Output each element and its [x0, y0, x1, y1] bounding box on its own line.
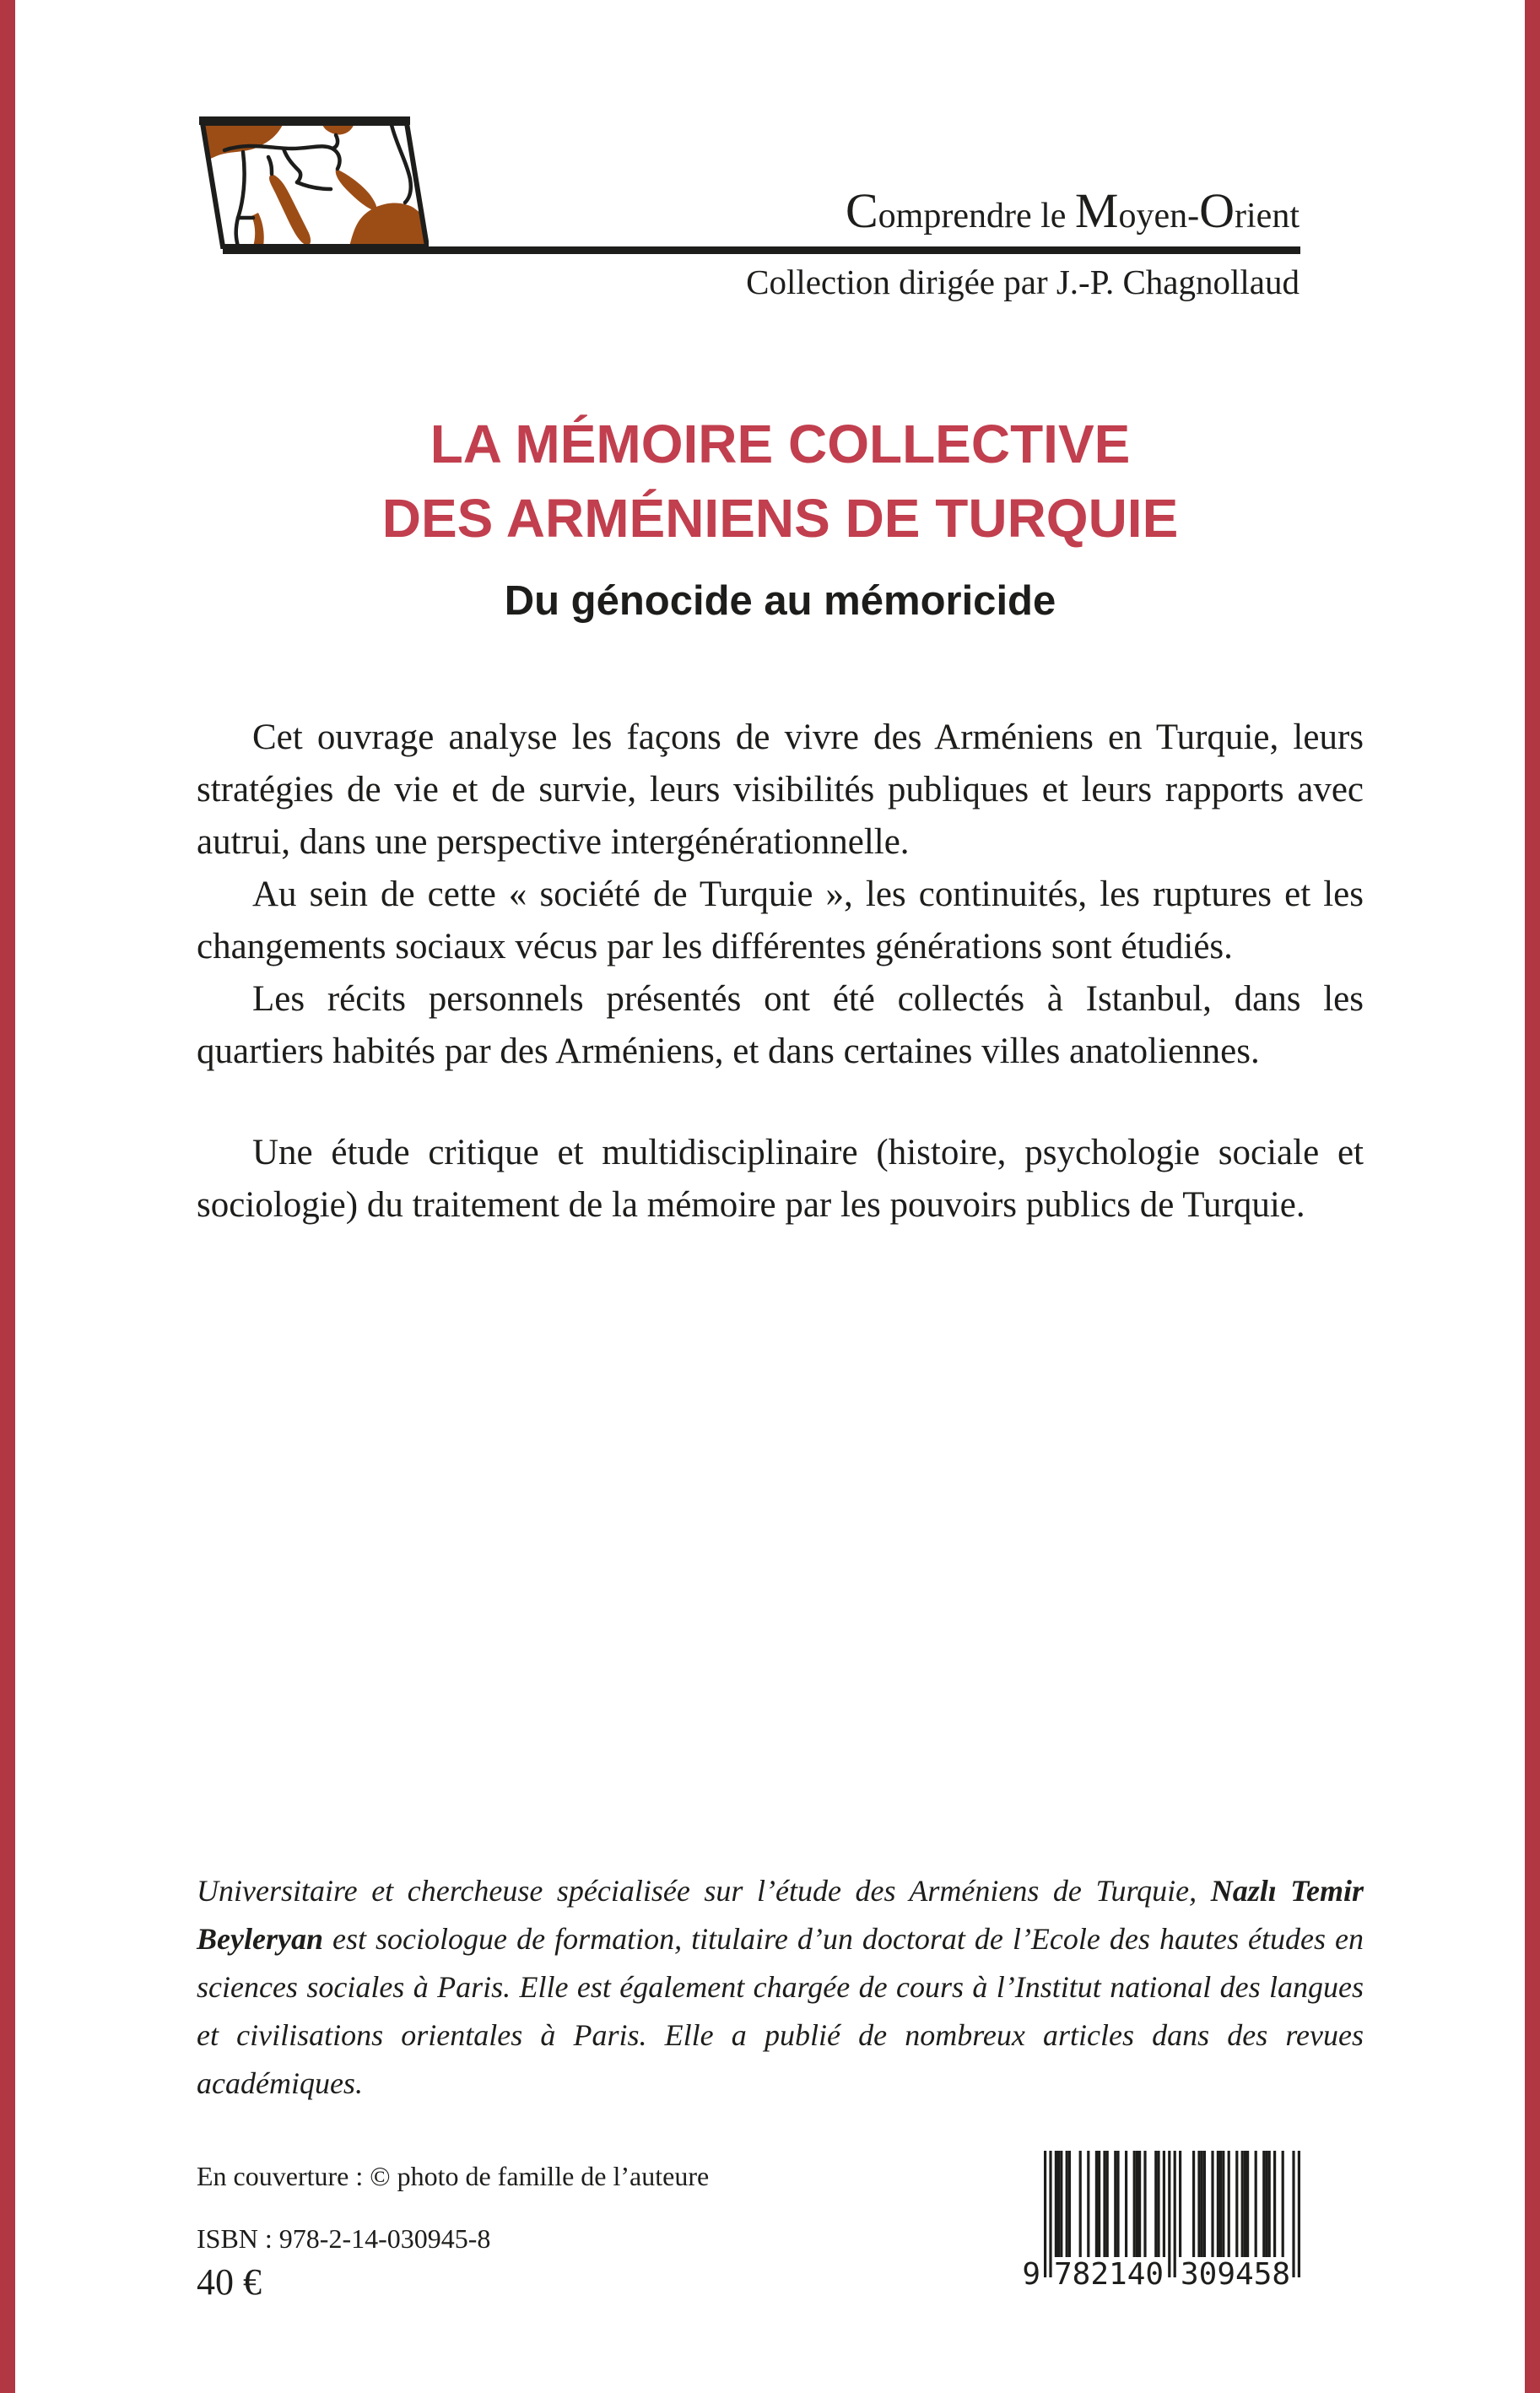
barcode-digits-right: 309458	[1181, 2257, 1291, 2292]
synopsis-paragraph-2: Au sein de cette « société de Turquie », les continuités, les ruptures et les changements sociaux vécus par les différentes générations sont étudiés.	[197, 874, 1364, 966]
author-bio-text: est sociologue de formation, titulaire d’un doctorat de l’Ecole des hautes études en sciences sociales à Paris. Elle est également chargée de cours à l’Institut national des langues et civilisations orientales à Paris. Elle a publié de nombreux articles dans des revues académiques.	[197, 1922, 1364, 2100]
middle-east-map-icon	[199, 115, 429, 253]
book-subtitle: Du génocide au mémoricide	[504, 578, 1056, 624]
synopsis-paragraph-4: Une étude critique et multidisciplinaire (histoire, psychologie sociale et sociologie) du traitement de la mémoire par les pouvoirs publics de Turquie.	[197, 1133, 1364, 1225]
synopsis-paragraph-3: Les récits personnels présentés ont été collectés à Istanbul, dans les quartiers habités par des Arméniens, et dans certaines villes anatoliennes.	[197, 979, 1364, 1071]
collection-title-part: M	[1074, 183, 1119, 238]
collection-title-part: O	[1199, 183, 1235, 238]
book-title-block	[197, 407, 1364, 625]
collection-title-part: rient	[1235, 197, 1300, 236]
book-title-line2: DES ARMÉNIENS DE TURQUIE	[381, 488, 1179, 549]
book-title-line1: LA MÉMOIRE COLLECTIVE	[430, 414, 1131, 474]
right-accent-bar	[1525, 0, 1540, 2393]
collection-title-part: C	[845, 183, 878, 238]
collection-title-part: omprendre le	[878, 197, 1075, 236]
price: 40 €	[197, 2261, 262, 2303]
synopsis	[197, 712, 1364, 1232]
collection-director: Collection dirigée par J.-P. Chagnollaud	[746, 263, 1300, 301]
isbn: ISBN : 978-2-14-030945-8	[197, 2223, 491, 2254]
collection-rule	[223, 246, 1300, 254]
author-name: Nazlı Temir Beyleryan	[197, 1874, 1364, 1956]
author-bio-text: Universitaire et chercheuse spécialisée sur l’étude des Arméniens de Turquie,	[197, 1874, 1211, 1908]
cover-credit: En couverture : © photo de famille de l’auteure	[197, 2161, 710, 2191]
collection-title	[846, 184, 1300, 251]
middle-east-map-logo	[199, 115, 429, 253]
barcode-digit-first: 9	[1022, 2257, 1040, 2292]
barcode	[1022, 2151, 1300, 2296]
barcode-digits-left: 782140	[1054, 2257, 1164, 2292]
collection-title-part: oyen-	[1118, 197, 1200, 236]
synopsis-paragraph-1: Cet ouvrage analyse les façons de vivre des Arméniens en Turquie, leurs stratégies de vie et de survie, leurs visibilités publiques et leurs rapports avec autrui, dans une perspective intergénérationnelle.	[197, 717, 1364, 862]
left-accent-bar	[0, 0, 15, 2393]
author-bio	[197, 1867, 1364, 2108]
